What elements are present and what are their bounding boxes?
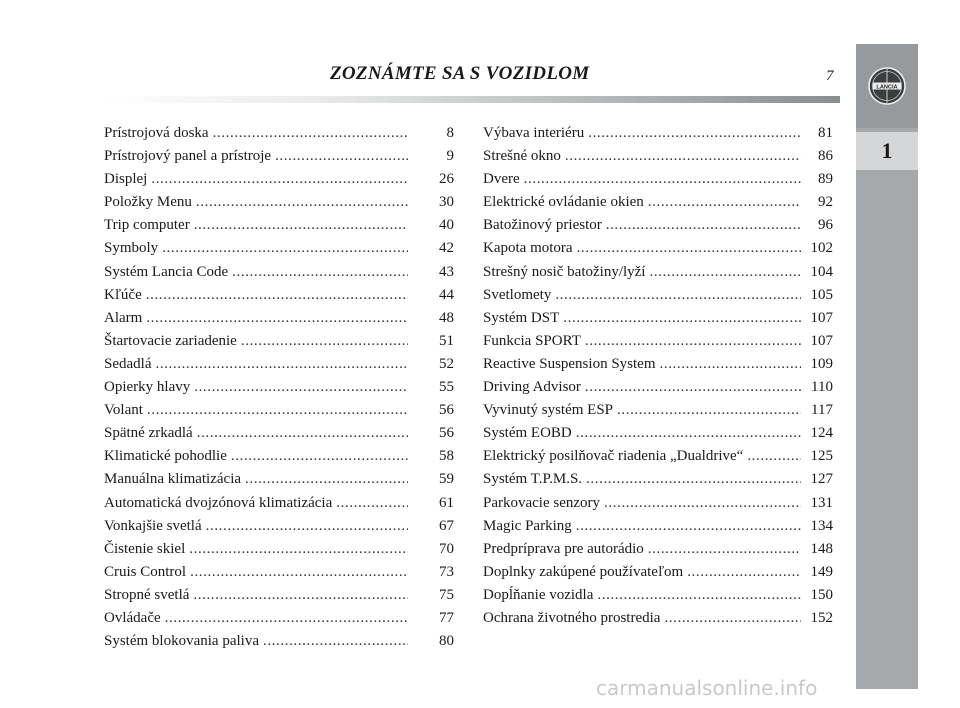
toc-entry-page: 8 — [446, 125, 454, 141]
lancia-logo-icon — [867, 66, 907, 106]
dot-leader — [555, 284, 801, 307]
page-number: 7 — [826, 68, 834, 84]
toc-entry[interactable] — [104, 261, 454, 284]
toc-entry-page: 59 — [439, 471, 454, 488]
dot-leader — [617, 399, 801, 422]
toc-entry[interactable] — [483, 191, 833, 214]
toc-entry[interactable] — [104, 376, 454, 399]
toc-entry-page: 56 — [439, 425, 454, 442]
toc-entry-title: Parkovacie senzory — [483, 494, 601, 511]
toc-entry-page: 107 — [810, 332, 833, 349]
dot-leader — [162, 237, 408, 260]
dot-leader — [245, 468, 408, 491]
toc-entry-page: 26 — [439, 171, 454, 188]
toc-entry-page: 105 — [810, 286, 833, 303]
dot-leader — [193, 584, 408, 607]
toc-entry[interactable] — [483, 261, 833, 284]
dot-leader — [151, 168, 408, 191]
toc-entry[interactable] — [104, 237, 454, 260]
toc-entry-title: Stropné svetlá — [104, 586, 190, 603]
dot-leader — [241, 330, 408, 353]
toc-entry-page: 124 — [810, 425, 833, 442]
dot-leader — [577, 237, 801, 260]
toc-entry[interactable] — [104, 445, 454, 468]
toc-entry-title: Systém EOBD — [483, 425, 572, 442]
toc-entry[interactable] — [483, 376, 833, 399]
dot-leader — [213, 122, 408, 145]
toc-entry-page: 104 — [810, 263, 833, 280]
toc-entry-title: Sedadlá — [104, 355, 152, 372]
toc-entry-page: 75 — [439, 586, 454, 603]
toc-entry-title: Elektrický posilňovač riadenia „Dualdrive“ — [483, 448, 744, 465]
toc-entry[interactable] — [483, 284, 833, 307]
toc-left-column — [104, 122, 454, 653]
toc-entry-page: 117 — [811, 402, 833, 419]
toc-entry-title: Svetlomety — [483, 286, 552, 303]
toc-entry[interactable] — [483, 492, 833, 515]
dot-leader — [275, 145, 408, 168]
toc-entry[interactable] — [104, 538, 454, 561]
toc-entry-page: 92 — [818, 194, 833, 211]
toc-entry[interactable] — [483, 561, 833, 584]
toc-entry-page: 58 — [439, 448, 454, 465]
toc-entry-title: Výbava interiéru — [483, 125, 585, 141]
dot-leader — [146, 307, 408, 330]
dot-leader — [576, 515, 801, 538]
toc-entry-title: Batožinový priestor — [483, 217, 602, 234]
toc-entry-page: 52 — [439, 355, 454, 372]
dot-leader — [576, 422, 801, 445]
dot-leader — [189, 538, 408, 561]
toc-entry-page: 134 — [810, 517, 833, 534]
toc-entry[interactable] — [483, 237, 833, 260]
toc-entry-page: 107 — [810, 309, 833, 326]
toc-entry-title: Trip computer — [104, 217, 190, 234]
toc-entry-page: 55 — [439, 379, 454, 396]
toc-entry-page: 73 — [439, 563, 454, 580]
toc-entry-title: Systém T.P.M.S. — [483, 471, 583, 488]
toc-entry-title: Cruis Control — [104, 563, 187, 580]
toc-entry[interactable] — [104, 284, 454, 307]
toc-entry-title: Vonkajšie svetlá — [104, 517, 202, 534]
dot-leader — [190, 561, 408, 584]
toc-entry-page: 110 — [811, 379, 833, 396]
toc-entry-page: 70 — [439, 540, 454, 557]
toc-entry-title: Magic Parking — [483, 517, 572, 534]
toc-entry-title: Kľúče — [104, 286, 142, 303]
dot-leader — [664, 607, 801, 630]
dot-leader — [660, 353, 802, 376]
toc-entry[interactable] — [104, 515, 454, 538]
dot-leader — [336, 492, 408, 515]
toc-entry-page: 96 — [818, 217, 833, 234]
toc-entry-title: Manuálna klimatizácia — [104, 471, 242, 488]
dot-leader — [165, 607, 408, 630]
dot-leader — [648, 538, 801, 561]
toc-entry-page: 86 — [818, 148, 833, 165]
toc-entry[interactable] — [483, 445, 833, 468]
dot-leader — [597, 584, 801, 607]
toc-entry-page: 30 — [439, 194, 454, 211]
toc-entry[interactable] — [104, 353, 454, 376]
toc-entry-page: 127 — [810, 471, 833, 488]
dot-leader — [565, 145, 801, 168]
toc-entry-page: 61 — [439, 494, 454, 511]
toc-entry-title: Kapota motora — [483, 240, 573, 257]
toc-entry[interactable] — [104, 422, 454, 445]
chapter-side-tab — [856, 44, 918, 689]
dot-leader — [687, 561, 801, 584]
toc-right-column — [483, 122, 833, 630]
dot-leader — [606, 214, 801, 237]
toc-entry-page: 89 — [818, 171, 833, 188]
toc-entry-title: Volant — [104, 402, 143, 419]
dot-leader — [194, 214, 408, 237]
toc-entry[interactable] — [104, 630, 454, 653]
toc-entry[interactable] — [104, 191, 454, 214]
toc-entry-page: 81 — [818, 125, 833, 141]
toc-entry-page: 67 — [439, 517, 454, 534]
toc-entry[interactable] — [483, 122, 833, 145]
toc-entry[interactable] — [104, 307, 454, 330]
toc-entry-title: Strešné okno — [483, 148, 561, 165]
toc-entry[interactable] — [483, 145, 833, 168]
dot-leader — [197, 422, 408, 445]
dot-leader — [563, 307, 801, 330]
toc-entry[interactable] — [104, 468, 454, 491]
toc-entry-page: 80 — [439, 633, 454, 650]
toc-entry-page: 149 — [810, 563, 833, 580]
toc-entry-page: 43 — [439, 263, 454, 280]
toc-entry-title: Ovládače — [104, 609, 161, 626]
page-title: ZOZNÁMTE SA S VOZIDLOM — [330, 63, 590, 84]
toc-entry[interactable] — [483, 538, 833, 561]
dot-leader — [206, 515, 408, 538]
toc-entry[interactable] — [104, 492, 454, 515]
toc-entry[interactable] — [483, 330, 833, 353]
toc-entry[interactable] — [104, 214, 454, 237]
chapter-number: 1 — [856, 132, 918, 170]
toc-entry-title: Dopĺňanie vozidla — [483, 586, 594, 603]
toc-entry-page: 148 — [810, 540, 833, 557]
toc-entry-title: Opierky hlavy — [104, 379, 191, 396]
toc-entry-page: 48 — [439, 309, 454, 326]
toc-entry[interactable] — [104, 145, 454, 168]
dot-leader — [146, 284, 408, 307]
toc-entry-title: Strešný nosič batožiny/lyží — [483, 263, 646, 280]
toc-entry-title: Klimatické pohodlie — [104, 448, 227, 465]
logo-text: LANCIA — [876, 84, 898, 91]
toc-entry-page: 152 — [810, 609, 833, 626]
toc-entry-title: Elektrické ovládanie okien — [483, 194, 644, 211]
toc-entry-page: 56 — [439, 402, 454, 419]
toc-entry-title: Systém blokovania paliva — [104, 633, 259, 650]
toc-entry[interactable] — [483, 307, 833, 330]
toc-entry-title: Alarm — [104, 309, 143, 326]
toc-entry[interactable] — [104, 607, 454, 630]
toc-entry[interactable] — [483, 607, 833, 630]
toc-entry[interactable] — [104, 330, 454, 353]
dot-leader — [147, 399, 408, 422]
toc-entry[interactable] — [483, 515, 833, 538]
dot-leader — [232, 261, 408, 284]
toc-entry[interactable] — [483, 214, 833, 237]
toc-entry[interactable] — [483, 584, 833, 607]
toc-entry[interactable] — [104, 584, 454, 607]
toc-entry-title: Driving Advisor — [483, 379, 581, 396]
toc-entry[interactable] — [483, 468, 833, 491]
toc-entry-title: Štartovacie zariadenie — [104, 332, 237, 349]
header-rule — [104, 96, 840, 103]
toc-entry-page: 9 — [446, 148, 454, 165]
toc-entry-title: Čistenie skiel — [104, 540, 186, 557]
toc-entry-page: 150 — [810, 586, 833, 603]
toc-entry-page: 102 — [810, 240, 833, 257]
toc-entry[interactable] — [104, 561, 454, 584]
dot-leader — [263, 630, 408, 653]
toc-entry[interactable] — [104, 399, 454, 422]
toc-entry-title: Doplnky zakúpené používateľom — [483, 563, 684, 580]
watermark: carmanualsonline.info — [596, 676, 818, 700]
toc-entry-title: Predpríprava pre autorádio — [483, 540, 644, 557]
toc-entry[interactable] — [483, 399, 833, 422]
toc-entry-title: Prístrojový panel a prístroje — [104, 148, 272, 165]
toc-entry-page: 44 — [439, 286, 454, 303]
toc-entry-page: 131 — [810, 494, 833, 511]
dot-leader — [196, 191, 408, 214]
toc-entry-title: Symboly — [104, 240, 159, 257]
toc-entry-title: Reactive Suspension System — [483, 355, 656, 372]
toc-entry-title: Spätné zrkadlá — [104, 425, 193, 442]
dot-leader — [155, 353, 408, 376]
toc-entry-title: Displej — [104, 171, 148, 188]
dot-leader — [604, 492, 801, 515]
toc-entry-title: Systém DST — [483, 309, 560, 326]
toc-entry-page: 109 — [810, 355, 833, 372]
toc-entry-page: 40 — [439, 217, 454, 234]
toc-entry-title: Položky Menu — [104, 194, 192, 211]
toc-entry-page: 42 — [439, 240, 454, 257]
toc-entry-title: Systém Lancia Code — [104, 263, 229, 280]
toc-entry[interactable] — [483, 353, 833, 376]
dot-leader — [588, 122, 801, 145]
toc-entry[interactable] — [483, 168, 833, 191]
dot-leader — [649, 261, 801, 284]
dot-leader — [586, 468, 801, 491]
toc-entry-title: Automatická dvojzónová klimatizácia — [104, 494, 333, 511]
dot-leader — [231, 445, 408, 468]
dot-leader — [194, 376, 408, 399]
toc-entry-page: 125 — [810, 448, 833, 465]
toc-entry[interactable] — [483, 422, 833, 445]
dot-leader — [585, 330, 801, 353]
toc-entry-title: Ochrana životného prostredia — [483, 609, 661, 626]
toc-entry[interactable] — [104, 122, 454, 145]
dot-leader — [524, 168, 801, 191]
toc-entry-title: Dvere — [483, 171, 520, 188]
toc-entry-title: Funkcia SPORT — [483, 332, 581, 349]
dot-leader — [585, 376, 801, 399]
toc-entry-title: Prístrojová doska — [104, 125, 209, 141]
toc-entry-page: 51 — [439, 332, 454, 349]
toc-entry-page: 77 — [439, 609, 454, 626]
toc-entry[interactable] — [104, 168, 454, 191]
dot-leader — [648, 191, 801, 214]
toc-entry-title: Vyvinutý systém ESP — [483, 402, 614, 419]
dot-leader — [747, 445, 801, 468]
logo-box — [856, 44, 918, 128]
